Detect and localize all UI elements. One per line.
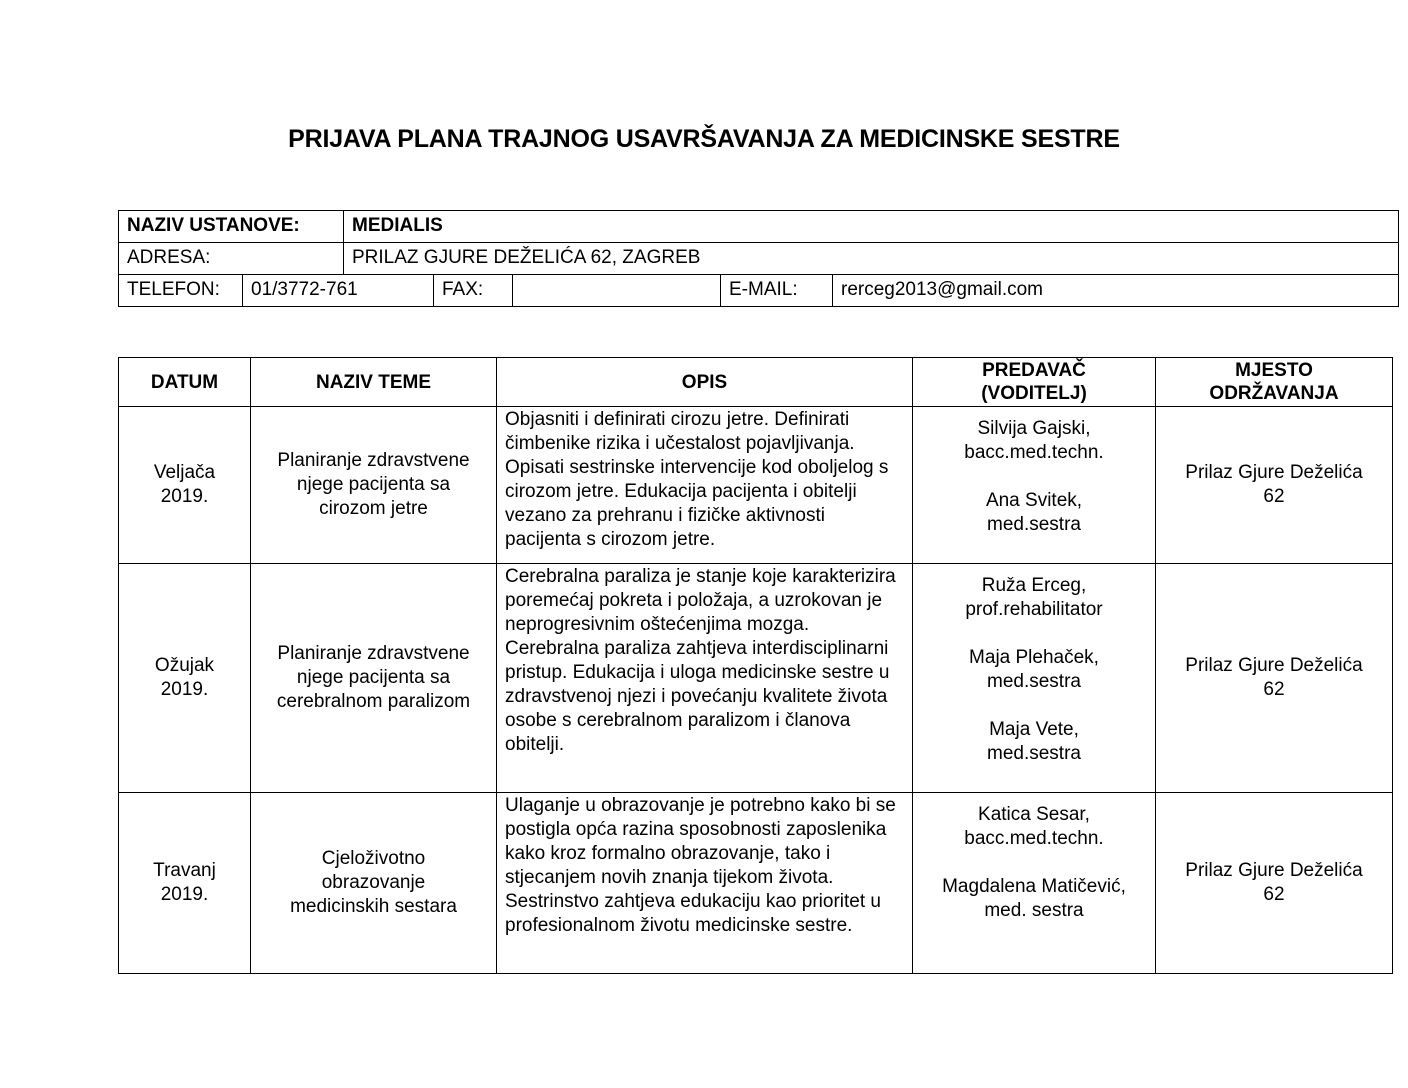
contact-row — [119, 274, 1398, 306]
predavac-name: Ruža Erceg, — [981, 575, 1087, 596]
datum-month: Ožujak — [154, 655, 215, 676]
cell-datum — [119, 564, 251, 793]
mjesto-line: 62 — [1263, 884, 1285, 905]
datum-year: 2019. — [160, 679, 209, 700]
header-predavac-line1: PREDAVAČ — [982, 360, 1086, 381]
predavac-name: Katica Sesar, — [978, 804, 1090, 825]
mjesto-line: Prilaz Gjure Deželića — [1185, 860, 1363, 881]
cell-datum — [119, 793, 251, 974]
tema-line: cirozom jetre — [319, 498, 428, 519]
datum-month: Veljača — [153, 462, 216, 483]
cell-predavac — [913, 793, 1156, 974]
table-row — [119, 793, 1393, 974]
institution-name-value: MEDIALIS — [343, 211, 1398, 242]
mjesto-line: 62 — [1263, 486, 1285, 507]
tema-line: Planiranje zdravstvene — [277, 450, 470, 471]
cell-tema — [251, 564, 497, 793]
header-naziv-teme: NAZIV TEME — [251, 358, 497, 407]
header-datum: DATUM — [119, 358, 251, 407]
email-label: E-MAIL: — [720, 275, 832, 306]
cell-predavac — [913, 564, 1156, 793]
header-mjesto-line2: ODRŽAVANJA — [1209, 383, 1339, 404]
table-header-row — [119, 358, 1393, 407]
mjesto-line: 62 — [1263, 679, 1285, 700]
predavac-spacer — [919, 851, 1149, 875]
institution-info-table — [118, 210, 1399, 307]
predavac-name: Maja Vete, — [989, 719, 1079, 740]
header-predavac — [913, 358, 1156, 407]
fax-label: FAX: — [433, 275, 512, 306]
header-mjesto-line1: MJESTO — [1235, 360, 1313, 381]
cell-mjesto — [1156, 793, 1393, 974]
predavac-name: Ana Svitek, — [985, 490, 1083, 511]
document-title: PRIJAVA PLANA TRAJNOG USAVRŠAVANJA ZA MEDICINSKE SESTRE — [288, 125, 1120, 153]
mjesto-line: Prilaz Gjure Deželića — [1185, 655, 1363, 676]
predavac-spacer — [919, 465, 1149, 489]
training-plan-table — [118, 357, 1393, 974]
cell-opis: Cerebralna paraliza je stanje koje karakterizira poremećaj pokreta i položaja, a uzrokovan je neprogresivnim oštećenjima mozga. Cerebralna paraliza zahtjeva interdisciplinarni pristup. Edukacija i uloga medicinske sestre u zdravstvenoj njezi i povećanju kvalitete života osobe s cerebralnom paralizom i članova obitelji. — [497, 564, 913, 793]
predavac-name: Magdalena Matičević, — [942, 876, 1126, 897]
predavac-title: med. sestra — [984, 900, 1084, 921]
tema-line: njege pacijenta sa — [296, 667, 451, 688]
predavac-spacer — [919, 694, 1149, 718]
address-value: PRILAZ GJURE DEŽELIĆA 62, ZAGREB — [343, 243, 1398, 274]
predavac-title: med.sestra — [987, 671, 1081, 692]
cell-datum — [119, 407, 251, 564]
datum-year: 2019. — [160, 884, 209, 905]
cell-predavac — [913, 407, 1156, 564]
cell-mjesto — [1156, 564, 1393, 793]
cell-mjesto — [1156, 407, 1393, 564]
predavac-title: bacc.med.techn. — [964, 442, 1104, 463]
predavac-title: med.sestra — [987, 743, 1081, 764]
header-predavac-line2: (VODITELJ) — [981, 383, 1087, 404]
datum-year: 2019. — [160, 486, 209, 507]
phone-label: TELEFON: — [127, 279, 220, 300]
predavac-title: bacc.med.techn. — [964, 828, 1104, 849]
tema-line: medicinskih sestara — [290, 896, 457, 917]
tema-line: Cjeloživotno — [321, 848, 426, 869]
predavac-spacer — [919, 622, 1149, 646]
address-label: ADRESA: — [127, 247, 211, 268]
institution-name-row — [119, 211, 1398, 242]
header-opis: OPIS — [497, 358, 913, 407]
institution-name-label: NAZIV USTANOVE: — [127, 215, 300, 236]
predavac-name: Silvija Gajski, — [977, 418, 1091, 439]
datum-month: Travanj — [153, 860, 216, 881]
cell-opis: Ulaganje u obrazovanje je potrebno kako bi se postigla opća razina sposobnosti zaposlenika kako kroz formalno obrazovanje, tako i stjecanjem novih znanja tijekom života. Sestrinstvo zahtjeva edukaciju kao prioritet u profesionalnom životu medicinske sestre. — [497, 793, 913, 974]
cell-opis: Objasniti i definirati cirozu jetre. Definirati čimbenike rizika i učestalost pojavljivanja. Opisati sestrinske intervencije kod oboljelog s cirozom jetre. Edukacija pacijenta i obitelji vezano za prehranu i fizičke aktivnosti pacijenta s cirozom jetre. — [497, 407, 913, 564]
fax-value — [512, 275, 720, 306]
predavac-title: med.sestra — [987, 514, 1081, 535]
address-row — [119, 242, 1398, 274]
table-row — [119, 407, 1393, 564]
table-row — [119, 564, 1393, 793]
cell-tema — [251, 793, 497, 974]
tema-line: cerebralnom paralizom — [276, 691, 471, 712]
tema-line: njege pacijenta sa — [296, 474, 451, 495]
tema-line: Planiranje zdravstvene — [277, 643, 470, 664]
email-value: rerceg2013@gmail.com — [832, 275, 1398, 306]
predavac-title: prof.rehabilitator — [965, 599, 1103, 620]
cell-tema — [251, 407, 497, 564]
tema-line: obrazovanje — [321, 872, 426, 893]
phone-value: 01/3772-761 — [242, 275, 433, 306]
mjesto-line: Prilaz Gjure Deželića — [1185, 462, 1363, 483]
header-mjesto — [1156, 358, 1393, 407]
predavac-name: Maja Plehaček, — [969, 647, 1099, 668]
